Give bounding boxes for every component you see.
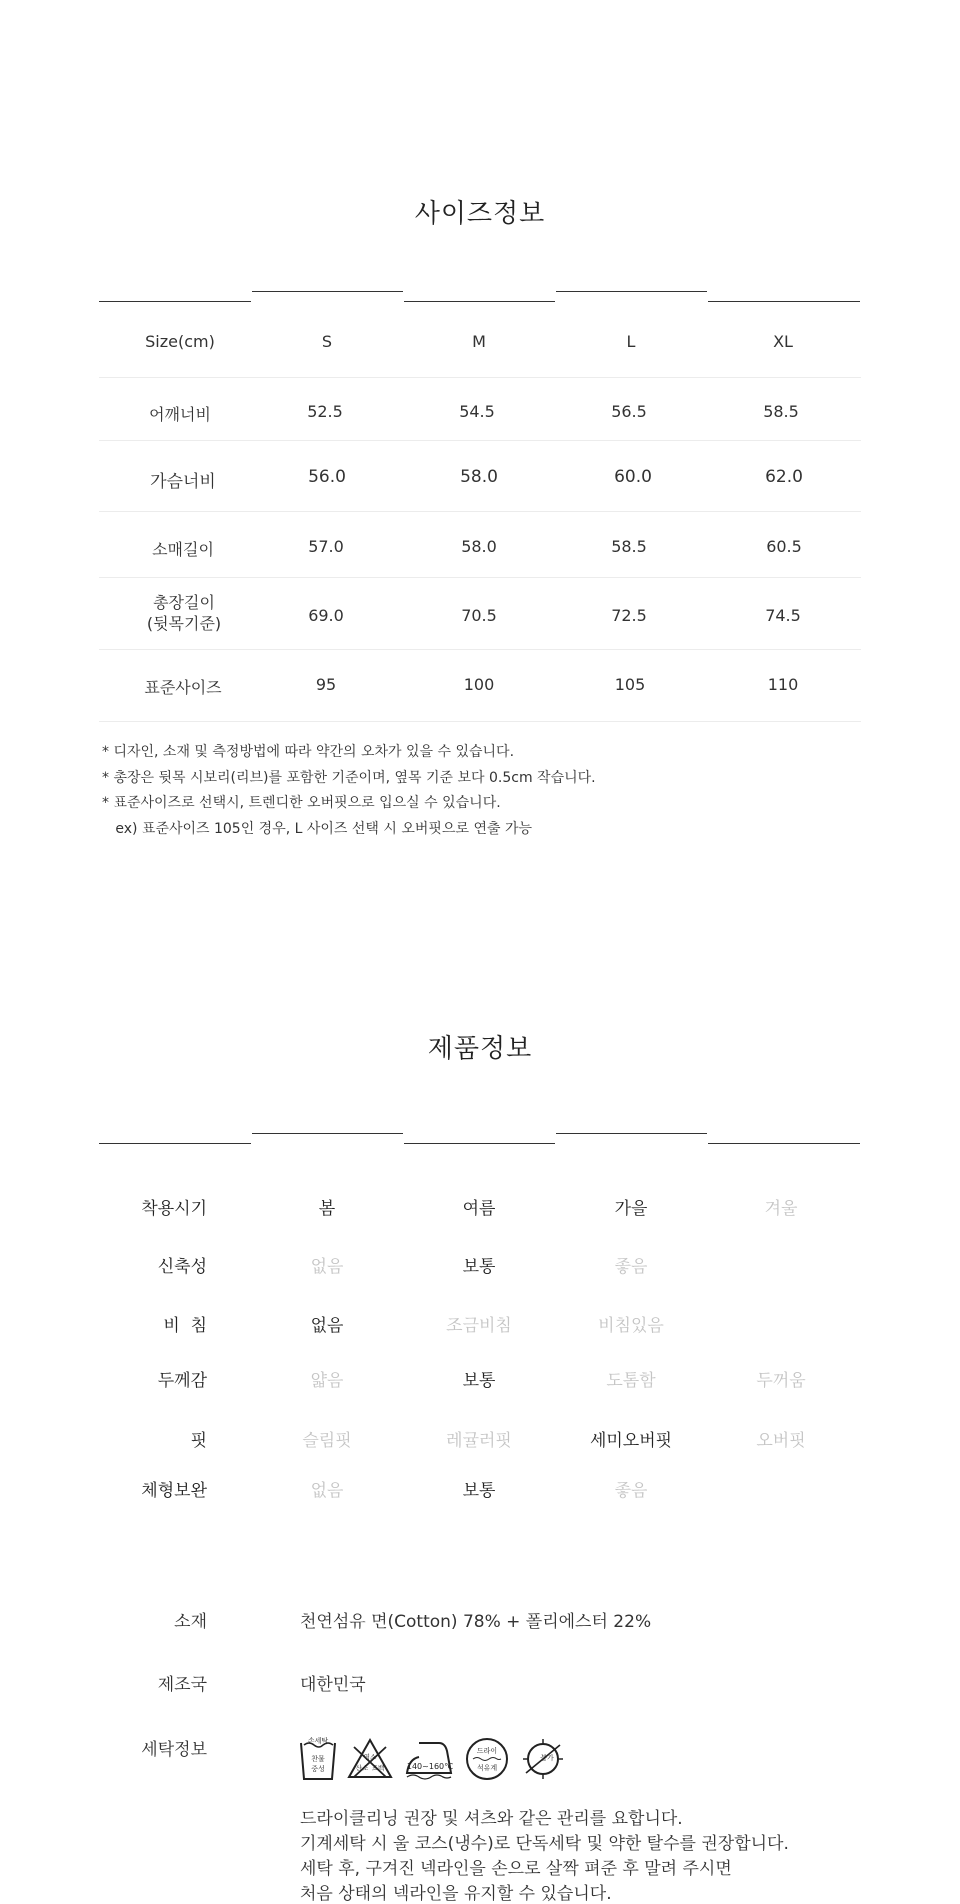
size-value: 62.0 [765,467,803,487]
header-divider [556,291,707,292]
row-divider [99,511,861,512]
attribute-option: 보통 [462,1481,496,1501]
attribute-option: 도톰함 [606,1371,656,1391]
care-icon-text: 불가 [540,1754,554,1762]
header-divider [99,301,251,302]
size-value: 110 [767,675,799,694]
size-value: 56.5 [611,402,647,421]
size-value: 60.0 [614,467,652,487]
size-value: 72.5 [611,606,647,625]
attribute-option: 비침있음 [598,1316,664,1336]
attribute-option: 보통 [462,1371,496,1391]
size-value: 58.5 [611,537,647,556]
attribute-option: 오버핏 [756,1431,806,1451]
care-instruction: 기계세탁 시 울 코스(냉수)로 단독세탁 및 약한 탈수를 권장합니다. [300,1834,789,1854]
header-cell: Size(cm) [145,332,215,351]
row-divider [99,577,861,578]
attribute-option: 봄 [318,1199,336,1219]
size-note: * 표준사이즈로 선택시, 트렌디한 오버핏으로 입으실 수 있습니다. [102,795,501,811]
care-icon-text: 중성 [311,1765,325,1773]
header-divider [404,1143,555,1144]
header-cell: S [321,332,333,351]
attribute-option: 좋음 [614,1257,648,1277]
attribute-option: 두꺼움 [756,1371,806,1391]
size-note: ex) 표준사이즈 105인 경우, L 사이즈 선택 시 오버핏으로 연출 가능 [102,821,532,837]
care-icon-text: 석유계 [476,1764,498,1772]
attribute-label: 착용시기 [141,1199,207,1219]
header-cell: L [626,332,636,351]
attribute-option: 없음 [310,1257,344,1277]
care-icon-text: 손세탁 [307,1737,329,1745]
size-value: 56.0 [308,467,346,487]
attribute-option: 세미오버핏 [589,1431,673,1451]
size-value: 74.5 [765,606,801,625]
row-label: 어깨너비 [149,405,211,424]
header-cell: M [472,332,486,351]
attribute-option: 여름 [462,1199,496,1219]
size-value: 95 [315,675,337,694]
row-label: 총장길이 (뒷목기준) [146,593,222,633]
attribute-option: 가을 [614,1199,648,1219]
size-value: 58.0 [460,467,498,487]
dry-clean-icon [465,1737,509,1781]
size-value: 52.5 [307,402,343,421]
row-divider [99,440,861,441]
no-tumble-dry-icon [520,1737,566,1781]
header-cell: XL [773,332,793,351]
size-value: 58.0 [461,537,497,556]
attribute-option: 좋음 [614,1481,648,1501]
attribute-label: 체형보완 [141,1481,207,1501]
attribute-label: 두께감 [157,1371,207,1391]
header-divider [708,1143,860,1144]
material-label: 소재 [174,1612,207,1632]
attribute-label: 신축성 [157,1257,207,1277]
row-divider [99,721,861,722]
care-icon-text: 산소 [355,1764,369,1772]
header-divider [708,301,860,302]
size-value: 60.5 [766,537,802,556]
size-note: * 디자인, 소재 및 측정방법에 따라 약간의 오차가 있을 수 있습니다. [102,744,515,760]
care-icon-text: 염소 [363,1753,377,1761]
header-divider [556,1133,707,1134]
row-label: 가슴너비 [150,472,216,492]
size-value: 58.5 [763,402,799,421]
no-bleach-icon [347,1737,393,1781]
size-note: * 총장은 뒷목 시보리(리브)를 포함한 기준이며, 옆목 기준 보다 0.5cm 작습니다. [102,770,596,786]
origin-label: 제조국 [157,1675,207,1695]
size-value: 69.0 [308,606,344,625]
row-label: 소매길이 [152,540,214,559]
care-instruction: 드라이클리닝 권장 및 셔츠와 같은 관리를 요합니다. [300,1809,683,1829]
row-divider [99,377,861,378]
attribute-label: 핏 [190,1431,207,1451]
attribute-option: 없음 [310,1481,344,1501]
size-value: 70.5 [461,606,497,625]
care-label: 세탁정보 [141,1740,207,1760]
header-divider [252,291,403,292]
header-divider [404,301,555,302]
row-label: 표준사이즈 [144,678,222,697]
care-icon-text: 드라이 [476,1747,498,1755]
attribute-label: 비 침 [163,1316,207,1336]
material-value: 천연섬유 면(Cotton) 78% + 폴리에스터 22% [300,1612,652,1632]
attribute-option: 얇음 [310,1371,344,1391]
size-section-title: 사이즈정보 [414,199,546,229]
attribute-option: 조금비침 [446,1316,512,1336]
attribute-option: 없음 [310,1316,344,1336]
care-instruction: 세탁 후, 구겨진 넥라인을 손으로 살짝 펴준 후 말려 주시면 [300,1859,732,1879]
care-instruction: 처음 상태의 넥라인을 유지할 수 있습니다. [300,1884,612,1904]
care-icon-text: 140~160℃ [406,1762,453,1771]
origin-value: 대한민국 [300,1675,366,1695]
care-icon-text: 표백 [371,1764,385,1772]
header-divider [99,1143,251,1144]
row-divider [99,649,861,650]
header-divider [252,1133,403,1134]
size-value: 57.0 [308,537,344,556]
attribute-option: 슬림핏 [302,1431,352,1451]
hand-wash-icon [299,1737,337,1781]
attribute-option: 레귤러핏 [446,1431,512,1451]
attribute-option: 겨울 [764,1199,798,1219]
size-value: 105 [614,675,646,694]
size-value: 100 [463,675,495,694]
product-section-title: 제품정보 [427,1034,533,1064]
attribute-option: 보통 [462,1257,496,1277]
care-icon-text: 찬물 [311,1755,325,1763]
iron-icon [405,1737,453,1781]
size-value: 54.5 [459,402,495,421]
